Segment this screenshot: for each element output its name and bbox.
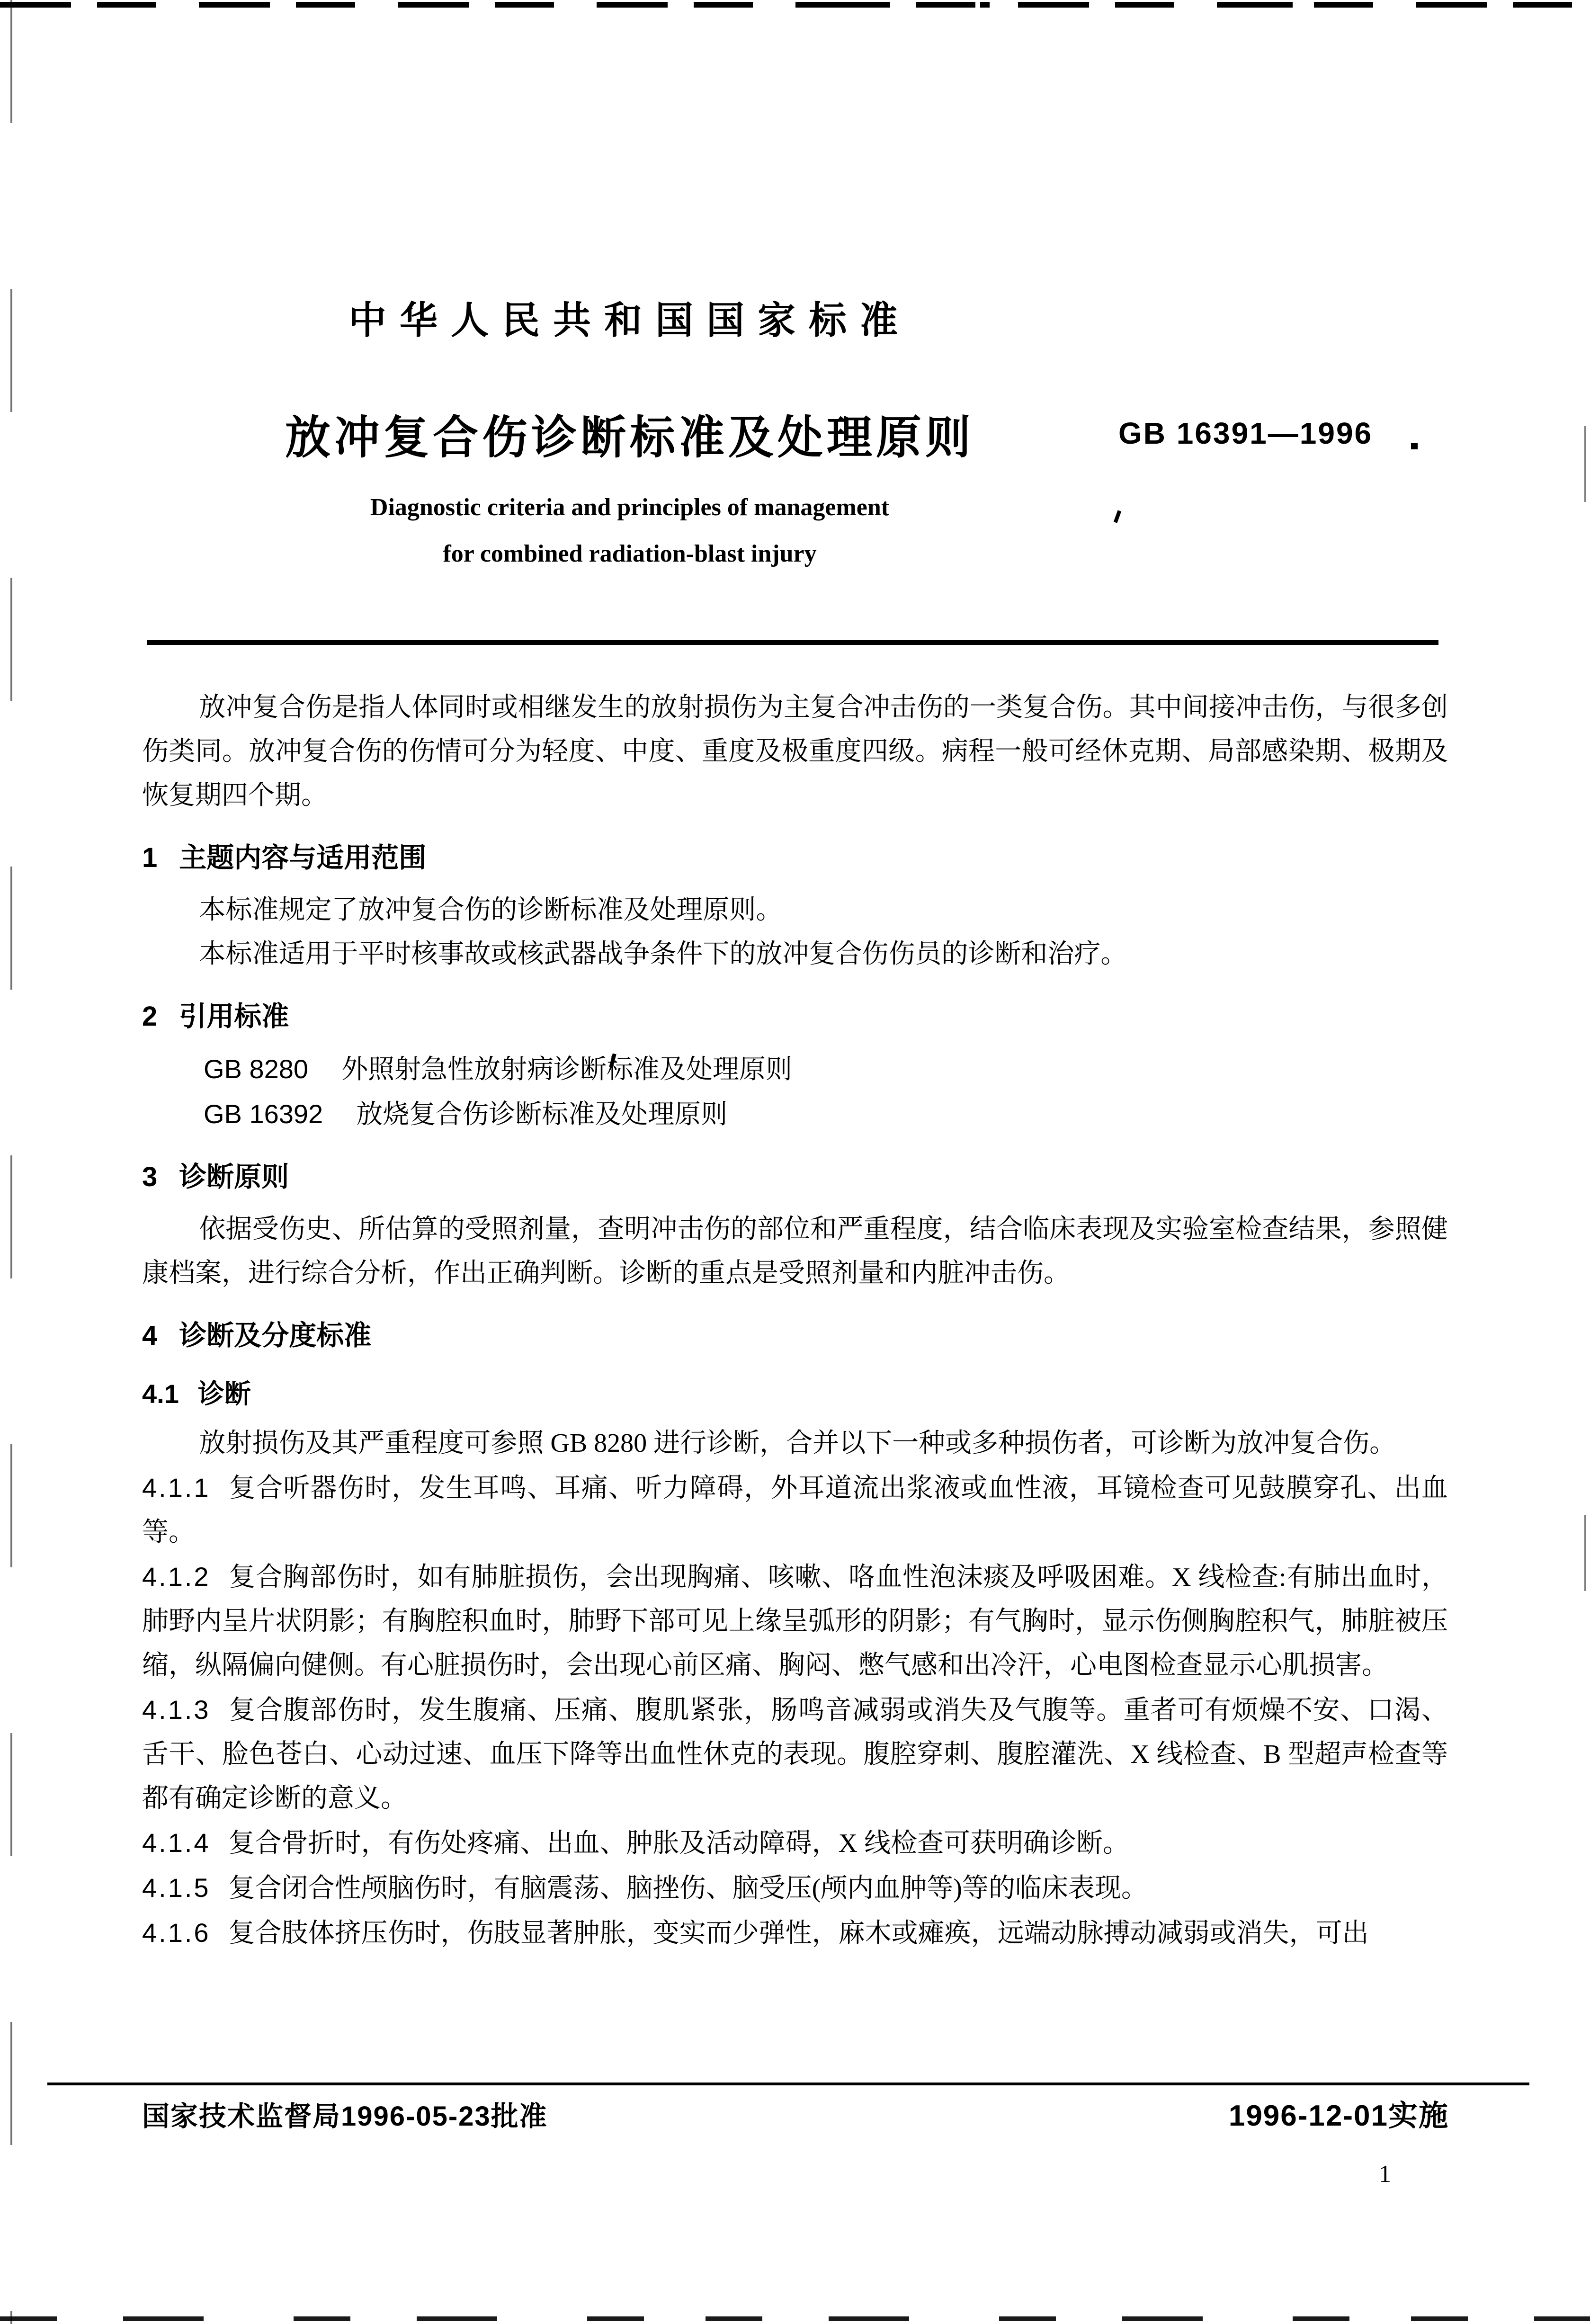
reference-item: [142, 1047, 1448, 1092]
section-3-paragraph: 依据受伤史、所估算的受照剂量，查明冲击伤的部位和严重程度，结合临床表现及实验室检查结果，参照健康档案，进行综合分析，作出正确判断。诊断的重点是受照剂量和内脏冲击伤。: [142, 1215, 1448, 1288]
scan-artifact-bottom-edge: [0, 2316, 1590, 2321]
scan-artifact-top-edge: [0, 2, 1590, 8]
clause-4-1-4: [142, 1821, 1448, 1866]
clause-text: 复合听器伤时，发生耳鸣、耳痛、听力障碍，外耳道流出浆液或血性液，耳镜检查可见鼓膜穿孔、出血等。: [142, 1474, 1448, 1547]
section-2-title: 引用标准: [179, 1001, 289, 1032]
section-4-number: 4: [142, 1320, 158, 1351]
clause-text: 复合闭合性颅脑伤时，有脑震荡、脑挫伤、脑受压(颅内血肿等)等的临床表现。: [228, 1874, 1148, 1903]
section-1-title: 主题内容与适用范围: [179, 842, 427, 873]
clause-4-1-5: [142, 1866, 1448, 1911]
clause-4-1-3: [142, 1688, 1448, 1821]
section-1-number: 1: [142, 842, 158, 873]
clause-4-1-2: [142, 1555, 1448, 1688]
clause-number: 4.1.5: [142, 1873, 211, 1903]
clause-text: 复合肢体挤压伤时，伤肢显著肿胀，变实而少弹性，麻木或瘫痪，远端动脉搏动减弱或消失，可出: [228, 1919, 1369, 1948]
clause-number: 4.1.4: [142, 1828, 211, 1858]
section-4-1-title: 诊断: [197, 1379, 251, 1409]
clause-text: 复合腹部伤时，发生腹痛、压痛、腹肌紧张，肠鸣音减弱或消失及气腹等。重者可有烦燥不安、口渴、舌干、脸色苍白、心动过速、血压下降等出血性休克的表现。腹腔穿刺、腹腔灌洗、X 线检查、B 型超声检查等都有确定诊断的意义。: [142, 1696, 1448, 1813]
section-4-heading: [142, 1314, 1448, 1358]
implementation-date: 1996-12-01实施: [1228, 2100, 1449, 2132]
reference-item: [142, 1092, 1448, 1137]
standard-code: GB 16391—1996: [1118, 416, 1373, 450]
section-3-number: 3: [142, 1162, 158, 1192]
section-4-1-number: 4.1: [142, 1379, 179, 1409]
section-3-heading: [142, 1155, 1448, 1199]
section-1-paragraph: 本标准适用于平时核事故或核武器战争条件下的放冲复合伤伤员的诊断和治疗。: [199, 939, 1127, 969]
clause-number: 4.1.1: [142, 1473, 211, 1502]
english-subtitle-line2: for combined radiation-blast injury: [443, 540, 817, 567]
english-subtitle-line1: Diagnostic criteria and principles of management: [370, 494, 890, 521]
reference-title: 放烧复合伤诊断标准及处理原则: [356, 1100, 728, 1129]
clause-text: 复合骨折时，有伤处疼痛、出血、肿胀及活动障碍，X 线检查可获明确诊断。: [228, 1829, 1130, 1858]
clause-4-1-1: [142, 1466, 1448, 1555]
clause-number: 4.1.2: [142, 1562, 211, 1591]
national-standard-label: 中华人民共和国国家标准: [348, 299, 911, 341]
page-number: 1: [1379, 2161, 1391, 2188]
scan-artifact-right-edge: [1584, 0, 1586, 2324]
scan-artifact-left-edge: [10, 0, 12, 2324]
section-1-heading: [142, 836, 1448, 880]
clause-text: 复合胸部伤时，如有肺脏损伤，会出现胸痛、咳嗽、咯血性泡沫痰及呼吸困难。X 线检查:有肺出血时，肺野内呈片状阴影；有胸腔积血时，肺野下部可见上缘呈弧形的阴影；有气胸时，显示伤侧胸腔积气，肺脏被压缩，纵隔偏向健侧。有心脏损伤时，会出现心前区痛、胸闷、憋气感和出冷汗，心电图检查显示心肌损害。: [142, 1563, 1448, 1680]
section-4-1-heading: [142, 1372, 1448, 1416]
section-2-number: 2: [142, 1001, 158, 1032]
intro-paragraph: 放冲复合伤是指人体同时或相继发生的放射损伤为主复合冲击伤的一类复合伤。其中间接冲击伤，与很多创伤类同。放冲复合伤的伤情可分为轻度、中度、重度及极重度四级。病程一般可经休克期、局部感染期、极期及恢复期四个期。: [142, 693, 1448, 810]
reference-code: GB 8280: [204, 1054, 309, 1084]
section-3-title: 诊断原则: [179, 1162, 289, 1192]
scan-speck: [1411, 443, 1418, 449]
document-title: 放冲复合伤诊断标准及处理原则: [285, 412, 974, 463]
clause-number: 4.1.6: [142, 1918, 211, 1948]
header-divider-rule: [147, 640, 1438, 645]
approval-authority-date: 国家技术监督局1996-05-23批准: [142, 2101, 548, 2132]
reference-code: GB 16392: [204, 1099, 323, 1129]
document-body: [142, 686, 1448, 1956]
section-2-heading: [142, 994, 1448, 1038]
section-4-title: 诊断及分度标准: [179, 1320, 372, 1351]
clause-number: 4.1.3: [142, 1695, 211, 1725]
reference-title: 外照射急性放射病诊断标准及处理原则: [341, 1055, 793, 1084]
footer-divider-rule: [47, 2083, 1529, 2085]
section-1-paragraph: 本标准规定了放冲复合伤的诊断标准及处理原则。: [199, 895, 783, 925]
clause-4-1-6: [142, 1911, 1448, 1956]
document-footer: [142, 2092, 1449, 2134]
section-4-1-paragraph: 放射损伤及其严重程度可参照 GB 8280 进行诊断，合并以下一种或多种损伤者，可诊断为放冲复合伤。: [199, 1429, 1396, 1458]
